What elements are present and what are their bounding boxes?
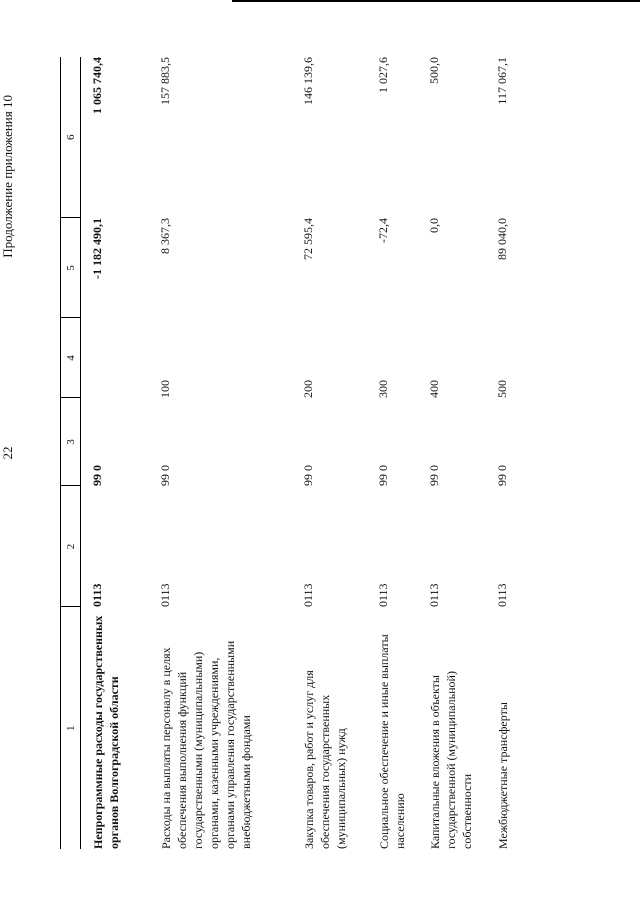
- row-section-code: 0113: [494, 583, 509, 607]
- row-section-code: 0113: [426, 583, 441, 607]
- row-change-amount: 0,0: [426, 218, 441, 233]
- row-total-amount: 1 065 740,4: [90, 57, 104, 114]
- row-change-amount: 89 040,0: [494, 218, 509, 260]
- table-row: [81, 57, 149, 849]
- row-expense-type: 100: [157, 380, 172, 398]
- row-name: Социальное обеспечение и иные выплаты населению: [376, 634, 407, 849]
- row-total-amount: 146 139,6: [300, 57, 315, 105]
- row-section-code: 0113: [90, 583, 104, 607]
- row-section-code: 0113: [375, 583, 390, 607]
- row-name: Закупка товаров, работ и услуг для обеспечения государственных (муниципальных) нужд: [301, 670, 348, 849]
- row-expense-type: 200: [300, 380, 315, 398]
- row-change-amount: 8 367,3: [157, 218, 172, 254]
- table-row: [367, 57, 418, 849]
- row-target-code: 99 0: [90, 465, 104, 486]
- row-change-amount: 72 595,4: [300, 218, 315, 260]
- row-change-amount: -72,4: [375, 218, 390, 243]
- row-name: Капитальные вложения в объекты государственной (муниципальной) собственности: [427, 671, 474, 849]
- row-target-code: 99 0: [300, 465, 315, 486]
- row-expense-type: 500: [494, 380, 509, 398]
- row-total-amount: 117 067,1: [494, 57, 509, 105]
- row-section-code: 0113: [157, 583, 172, 607]
- row-name: Межбюджетные трансферты: [495, 702, 510, 849]
- table-header-row: [61, 57, 81, 849]
- row-target-code: 99 0: [426, 465, 441, 486]
- table-row: [292, 57, 367, 849]
- budget-table: [60, 57, 536, 849]
- row-expense-type: [81, 318, 149, 398]
- header-col-6: 6: [61, 57, 81, 218]
- row-total-amount: 157 883,5: [157, 57, 172, 105]
- row-total-amount: 1 027,6: [375, 57, 390, 93]
- header-col-2: 2: [61, 486, 81, 607]
- table-row: [418, 57, 486, 849]
- row-name: Непрограммные расходы государственных органов Волгоградской области: [91, 615, 121, 849]
- row-total-amount: 500,0: [426, 57, 441, 84]
- row-target-code: 99 0: [375, 465, 390, 486]
- header-col-5: 5: [61, 218, 81, 318]
- page-number: 22: [0, 446, 15, 460]
- row-section-code: 0113: [300, 583, 315, 607]
- appendix-continuation-note: Продолжение приложения 10: [0, 95, 15, 258]
- row-expense-type: 400: [426, 380, 441, 398]
- header-col-3: 3: [61, 398, 81, 486]
- header-col-4: 4: [61, 318, 81, 398]
- row-expense-type: 300: [375, 380, 390, 398]
- row-name: Расходы на выплаты персоналу в целях обеспечения выполнения функций государственными (муниципальными) органами, казенными учреждениями, органами управления государственными внебюджетными фондами: [158, 640, 253, 849]
- row-target-code: 99 0: [494, 465, 509, 486]
- table-row: [149, 57, 292, 849]
- header-col-1: 1: [61, 607, 81, 849]
- table-row: [486, 57, 536, 849]
- row-change-amount: -1 182 490,1: [90, 218, 104, 279]
- row-target-code: 99 0: [157, 465, 172, 486]
